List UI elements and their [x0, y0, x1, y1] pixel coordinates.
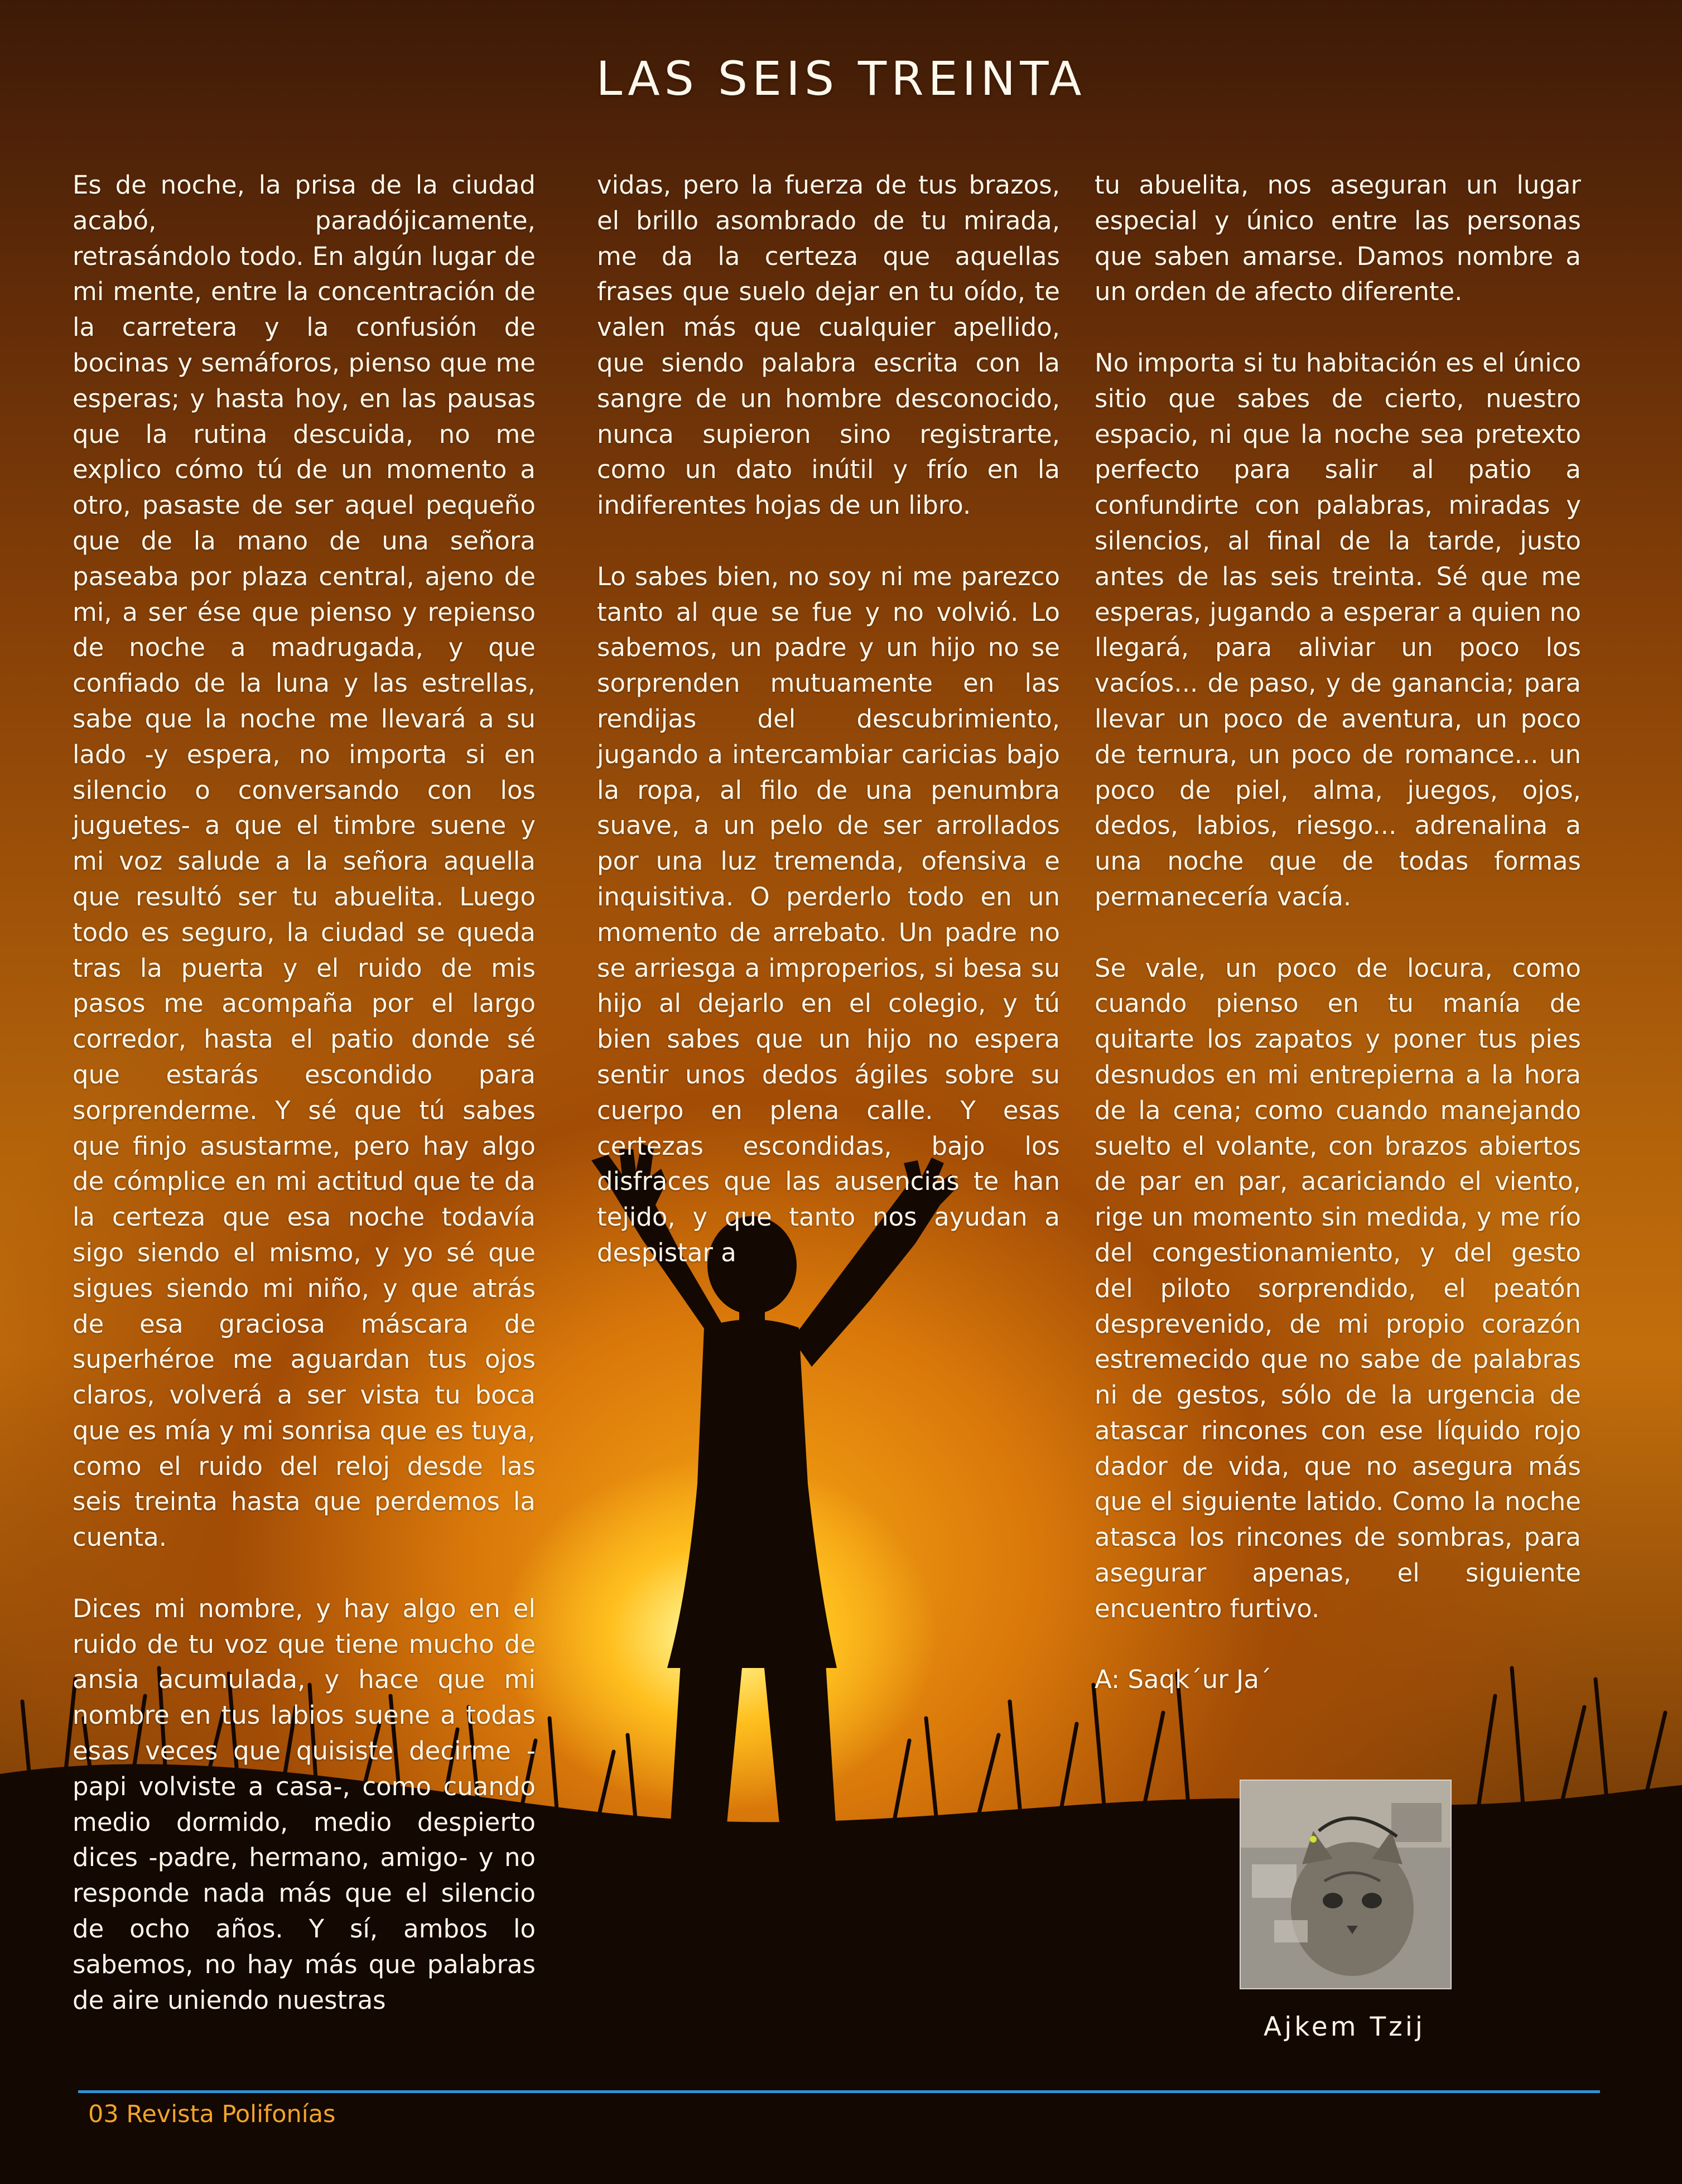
signature: A: Saqk´ur Ja´: [1095, 1665, 1272, 1695]
paragraph: Lo sabes bien, no soy ni me parezco tanto al que se fue y no volvió. Lo sabemos, un padre y un hijo no se sorprenden mutuamente en las rendijas del descubrimiento, jugando a intercambiar caricias bajo la ropa, al filo de una penumbra suave, a un pelo de ser arrollados por una luz tremenda, ofensiva e inquisitiva. O perderlo todo en un momento de arrebato. Un padre no se arriesga a improperios, si besa su hijo al dejarlo en el colegio, y tú bien sabes que un hijo no espera sentir unos dedos ágiles sobre su cuerpo en plena calle. Y esas certezas escondidas, bajo los disfraces que las ausencias te han tejido, y que tanto nos ayudan a despistar a: [597, 561, 1060, 1267]
article-column-1: [73, 167, 536, 2053]
paragraph: No importa si tu habitación es el único sitio que sabes de cierto, nuestro espacio, ni que la noche sea pretexto perfecto para salir al patio a confundirte con palabras, miradas y silencios, al final de la tarde, justo antes de las seis treinta. Sé que me esperas, jugando a esperar a quien no llegará, para aliviar un poco los vacíos... de paso, y de ganancia; para llevar un poco de aventura, un poco de ternura, un poco de romance... un poco de piel, alma, juegos, ojos, dedos, labios, riesgo... adrenalina a una noche que de todas formas permanecería vacía.: [1095, 348, 1581, 912]
footer-page-label: 03 Revista Polifonías: [88, 2100, 336, 2128]
author-portrait-image: [1240, 1780, 1452, 1989]
article-title: LAS SEIS TREINTA: [596, 51, 1086, 106]
footer-divider: [78, 2090, 1600, 2093]
paragraph: Es de noche, la prisa de la ciudad acabó, paradójicamente, retrasándolo todo. En algún lugar de mi mente, entre la concentración de la carretera y la confusión de bocinas y semáforos, pienso que me esperas; y hasta hoy, en las pausas que la rutina descuida, no me explico cómo tú de un momento a otro, pasaste de ser aquel pequeño que de la mano de una señora paseaba por plaza central, ajeno de mi, a ser ése que pienso y repienso de noche a madrugada, y que confiado de la luna y las estrellas, sabe que la noche me llevará a su lado -y espera, no importa si en silencio o conversando con los juguetes- a que el timbre suene y mi voz salude a la señora aquella que resultó ser tu abuelita. Luego todo es seguro, la ciudad se queda tras la puerta y el ruido de mis pasos me acompaña por el largo corredor, hasta el patio donde sé que estarás escondido para sorprenderme. Y sé que tú sabes que finjo asustarme, pero hay algo de cómplice en mi actitud que te da la certeza que esa noche todavía sigo siendo el mismo, y yo sé que sigues siendo mi niño, y que atrás de esa graciosa máscara de superhéroe me aguardan tus ojos claros, volverá a ser vista tu boca que es mía y mi sonrisa que es tuya, como el ruido del reloj desde las seis treinta hasta que perdemos la cuenta.: [73, 170, 536, 1553]
author-name: Ajkem Tzij: [1264, 2012, 1425, 2042]
paragraph: tu abuelita, nos aseguran un lugar especial y único entre las personas que saben amarse. Damos nombre a un orden de afecto diferente.: [1095, 170, 1581, 307]
paragraph: Dices mi nombre, y hay algo en el ruido de tu voz que tiene mucho de ansia acumulada, y hace que mi nombre en tus labios suene a todas esas veces que quisiste decirme -papi volviste a casa-, como cuando medio dormido, medio despierto dices -padre, hermano, amigo- y no responde nada más que el silencio de ocho años. Y sí, ambos lo sabemos, no hay más que palabras de aire uniendo nuestras: [73, 1593, 536, 2015]
paragraph: vidas, pero la fuerza de tus brazos, el brillo asombrado de tu mirada, me da la certeza que aquellas frases que suelo dejar en tu oído, te valen más que cualquier apellido, que siendo palabra escrita con la sangre de un hombre desconocido, nunca supieron sino registrarte, como un dato inútil y frío en la indiferentes hojas de un libro.: [597, 170, 1060, 520]
article-column-3: [1095, 167, 1581, 1733]
paragraph: Se vale, un poco de locura, como cuando pienso en tu manía de quitarte los zapatos y poner tus pies desnudos en mi entrepierna a la hora de la cena; como cuando manejando suelto el volante, con brazos abiertos de par en par, acariciando el viento, rige un momento sin medida, y me río del congestionamiento, y del gesto del piloto sorprendido, el peatón desprevenido, de mi propio corazón estremecido que no sabe de palabras ni de gestos, sólo de la urgencia de atascar rincones con ese líquido rojo dador de vida, que no asegura más que el siguiente latido. Como la noche atasca los rincones de sombras, para asegurar apenas, el siguiente encuentro furtivo.: [1095, 953, 1581, 1623]
article-column-2: [597, 167, 1060, 1306]
